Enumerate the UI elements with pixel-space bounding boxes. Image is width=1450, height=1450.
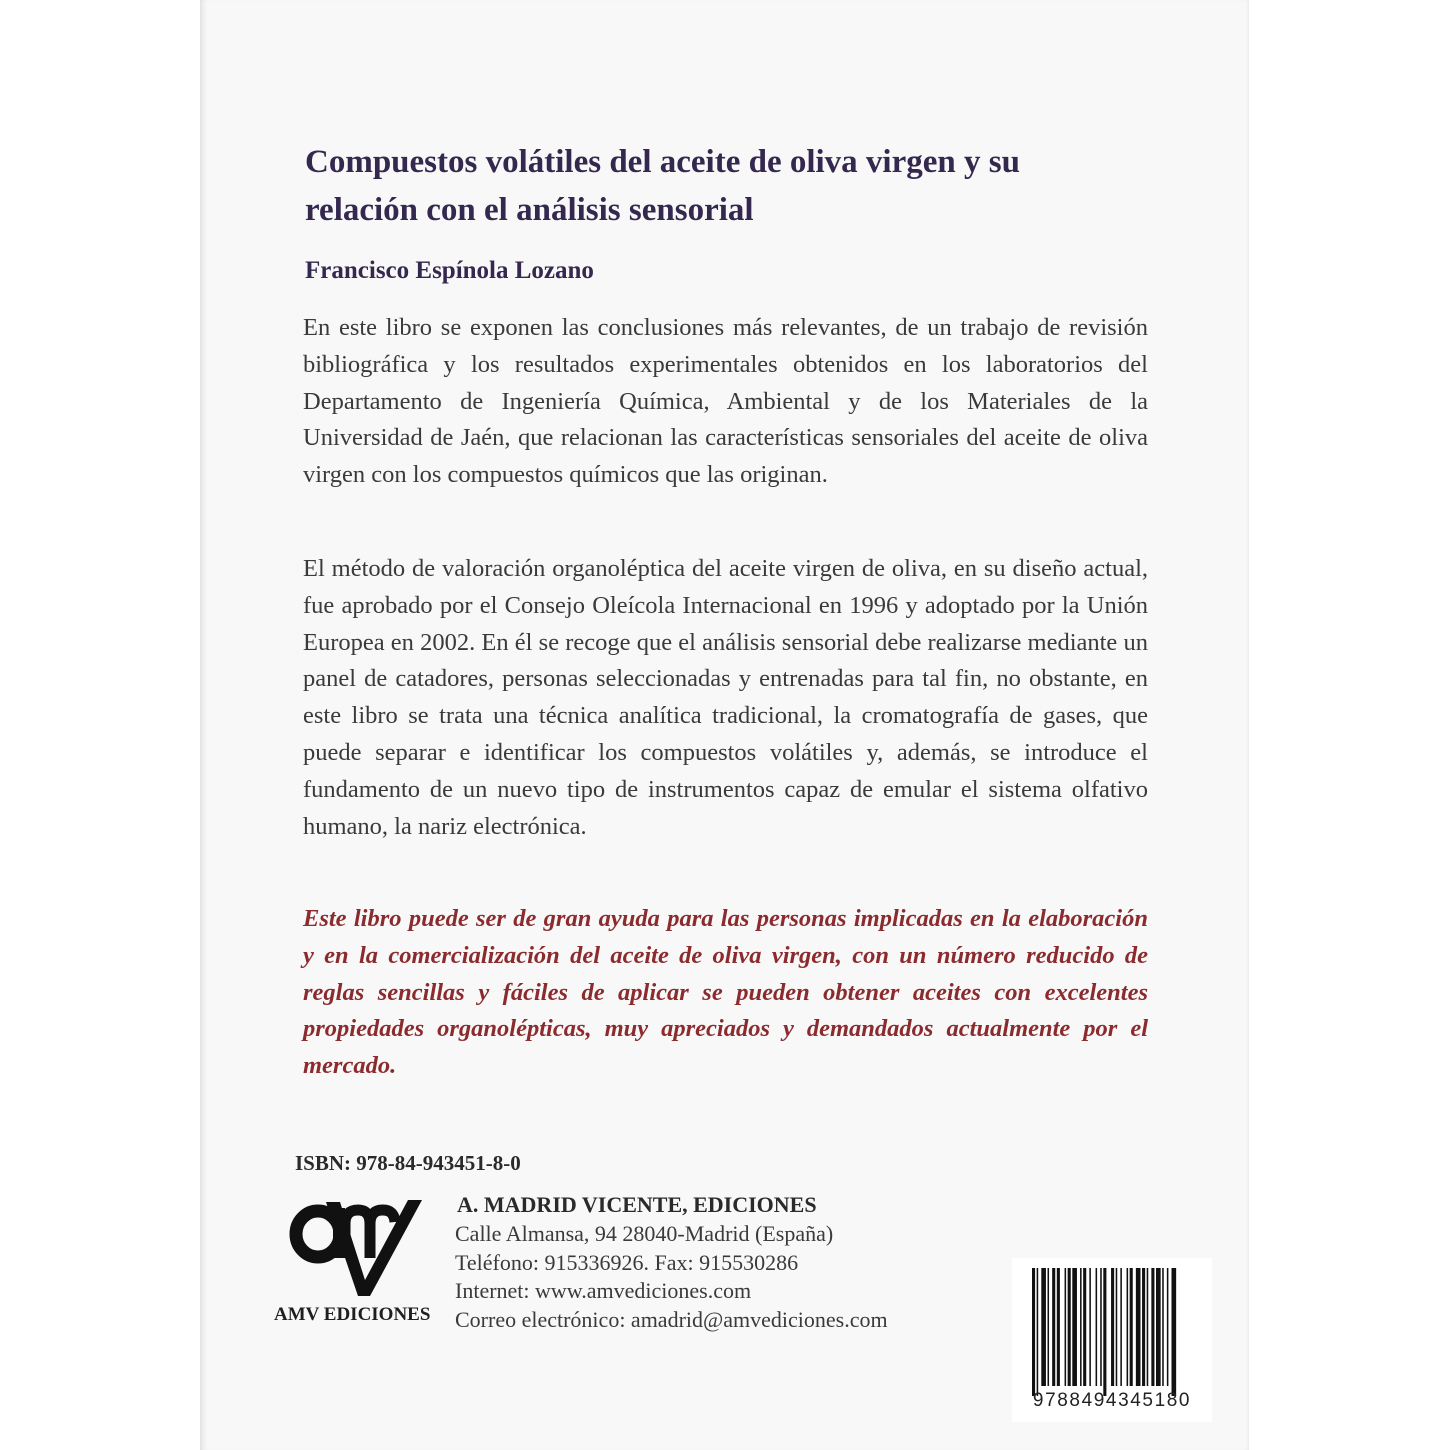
isbn: ISBN: 978-84-943451-8-0 bbox=[295, 1151, 521, 1175]
barcode-bar bbox=[1037, 1268, 1039, 1396]
barcode-bar bbox=[1083, 1268, 1086, 1386]
barcode-bar bbox=[1065, 1268, 1067, 1386]
barcode-bar bbox=[1162, 1268, 1164, 1386]
barcode-bar bbox=[1096, 1268, 1098, 1386]
barcode-bar bbox=[1151, 1268, 1154, 1386]
publisher-address: Calle Almansa, 94 28040-Madrid (España) bbox=[455, 1221, 834, 1246]
barcode-bar bbox=[1100, 1268, 1102, 1386]
barcode-bar bbox=[1172, 1268, 1177, 1396]
barcode-bar bbox=[1068, 1268, 1071, 1386]
publisher-phone: Teléfono: 915336926. Fax: 915530286 bbox=[455, 1249, 799, 1275]
barcode-bar bbox=[1041, 1268, 1046, 1386]
barcode-bar bbox=[1111, 1268, 1114, 1386]
highlight-paragraph: Este libro puede ser de gran ayuda para las personas implicadas en la elaboración y en la comercialización del aceite de oliva virgen, con un número reducido de reglas sencillas y fáciles de aplicar se pueden obtener aceites con excelentes propiedades organolépticas, muy apreciados y demandados actualmente por el mercado. bbox=[303, 905, 1148, 1080]
book-author: Francisco Espínola Lozano bbox=[305, 257, 594, 284]
barcode-bar bbox=[1052, 1268, 1055, 1386]
description-paragraph-1: En este libro se exponen las conclusiones más relevantes, de un trabajo de revisión bibliográfica y los resultados experimentales obtenidos en los laboratorios del Departamento de Ingeniería Química, Ambiental y de los Materiales de la Universidad de Jaén, que relacionan las características sensoriales del aceite de oliva virgen con los compuestos químicos que las originan. bbox=[303, 314, 1148, 489]
barcode-bar bbox=[1089, 1268, 1091, 1386]
barcode-bar bbox=[1147, 1268, 1149, 1386]
description-paragraph-2: El método de valoración organoléptica del aceite virgen de oliva, en su diseño actual, fue aprobado por el Consejo Oleícola Internacional en 1996 y adoptado por la Unión Europea en 2002. En él se recoge que el análisis sensorial debe realizarse mediante un panel de catadores, personas seleccionadas y entrenadas para tal fin, no obstante, en este libro se trata una técnica analítica tradicional, la cromatografía de gases, que puede separar e identificar los compuestos volátiles y, además, se introduce el fundamento de un nuevo tipo de instrumentos capaz de emular el sistema olfativo humano, la nariz electrónica. bbox=[303, 555, 1148, 840]
barcode-bar bbox=[1057, 1268, 1060, 1386]
barcode-bar bbox=[1142, 1268, 1145, 1386]
publisher-email: Correo electrónico: amadrid@amvediciones.com bbox=[455, 1306, 888, 1332]
barcode-bar bbox=[1120, 1268, 1122, 1386]
logo-label: AMV EDICIONES bbox=[274, 1304, 431, 1325]
amv-logo-icon bbox=[288, 1196, 428, 1300]
barcode-bar bbox=[1072, 1268, 1077, 1386]
barcode-bar bbox=[1116, 1268, 1118, 1386]
barcode-bar bbox=[1156, 1268, 1161, 1386]
barcode-bar bbox=[1167, 1268, 1169, 1386]
barcode-bar bbox=[1136, 1268, 1141, 1386]
publisher-info bbox=[455, 1190, 1015, 1334]
publisher-website: Internet: www.amvediciones.com bbox=[455, 1278, 752, 1303]
barcode-bar bbox=[1048, 1268, 1050, 1386]
barcode-bar bbox=[1130, 1268, 1133, 1386]
barcode-bar bbox=[1127, 1268, 1129, 1386]
barcode-bar bbox=[1032, 1268, 1035, 1396]
barcode-bar bbox=[1103, 1268, 1106, 1396]
barcode-bar bbox=[1080, 1268, 1082, 1386]
book-title: Compuestos volátiles del aceite de oliva virgen y su relación con el análisis sensorial bbox=[305, 144, 1020, 228]
publisher-name: A. MADRID VICENTE, EDICIONES bbox=[457, 1192, 817, 1217]
barcode-number: 9788494345180 bbox=[1032, 1390, 1192, 1411]
